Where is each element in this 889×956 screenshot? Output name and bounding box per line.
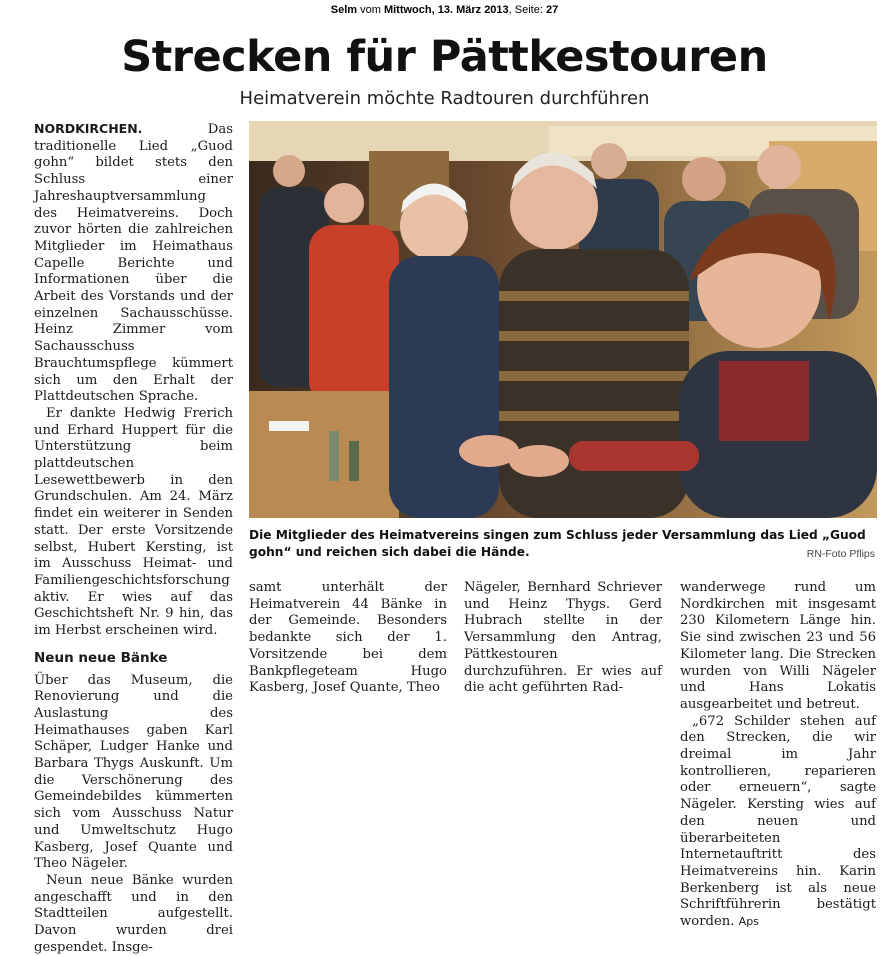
article-column-2 bbox=[249, 580, 447, 697]
source-date: Mittwoch, 13. März 2013 bbox=[383, 4, 509, 16]
source-page-label: , Seite: bbox=[508, 4, 543, 16]
paragraph: Er dankte Hedwig Frerich und Erhard Huppert für die Unterstützung beim plattdeutschen Lesewettbewerb in den Grundschulen. Am 24. März findet ein weiterer in Senden statt. Der erste Vorsitzende selbst, Hubert Kersting, ist im Ausschuss Heimat- und Familiengeschichtsforschung aktiv. Er wies auf das Geschichtsheft Nr. 9 hin, das im Herbst erscheinen wird. bbox=[34, 405, 233, 639]
dateline: NORDKIRCHEN. bbox=[34, 121, 143, 136]
photo-caption: Die Mitglieder des Heimatvereins singen zum Schluss jeder Versammlung das Lied „Guod gohn“ und reichen sich dabei die Hände. bbox=[249, 528, 866, 559]
article-column-1 bbox=[34, 121, 233, 956]
paragraph-text: „672 Schilder stehen auf den Strecken, die wir dreimal im Jahr kontrollieren, reparieren oder erneuern“, sagte Nägeler. Kersting wies auf den neuen und überarbeiteten Internetauftritt des Heimatvereins hin. Karin Berkenberg ist als neue Schriftführerin bestätigt worden. bbox=[680, 713, 876, 930]
paragraph: samt unterhält der Heimatverein 44 Bänke in der Gemeinde. Besonders bedankte sich der 1. Vorsitzende bei dem Bankpflegeteam Hugo Kasberg, Josef Quante, Theo bbox=[249, 580, 447, 696]
subheadline: Heimatverein möchte Radtouren durchführen bbox=[239, 88, 650, 109]
headline: Strecken für Pättkestouren bbox=[121, 32, 768, 82]
paragraph: Über das Museum, die Renovierung und die Auslastung des Heimathauses gaben Karl Schäper, Ludger Hanke und Barbara Thygs Auskunft. Um die Verschönerung des Gemeindebildes kümmerten sich vom Ausschuss Natur und Umweltschutz Hugo Kasberg, Josef Quante und Theo Nägeler. bbox=[34, 672, 233, 872]
source-line bbox=[0, 4, 889, 16]
article-column-3 bbox=[464, 580, 662, 697]
paragraph bbox=[34, 121, 233, 406]
paragraph-text: Das traditionelle Lied „Guod gohn“ bildet stets den Schluss einer Jahreshauptversammlung des Heimatvereins. Doch zuvor hörten die zahlreichen Mitglieder im Heimathaus Capelle Berichte und Informationen über die Arbeit des Vorstands und der einzelnen Sachausschüsse. Heinz Zimmer vom Sachausschuss Brauchtumspflege kümmert sich um den Erhalt der Plattdeutschen Sprache. bbox=[34, 122, 233, 405]
source-vom: vom bbox=[360, 4, 381, 16]
source-page: 27 bbox=[545, 4, 559, 16]
photo-credit: RN-Foto Pflips bbox=[806, 548, 875, 560]
subhead: Neun neue Bänke bbox=[34, 649, 168, 666]
paragraph: Nägeler, Bernhard Schriever und Heinz Thygs. Gerd Hubrach stellte in der Versammlung den Antrag, Pättkestouren durchzuführen. Er wies auf die acht geführten Rad- bbox=[464, 580, 662, 696]
paragraph: wanderwege rund um Nordkirchen mit insgesamt 230 Kilometern Länge hin. Sie sind zwischen 23 und 56 Kilometer lang. Die Strecken wurden von Willi Nägeler und Hans Lokatis ausgearbeitet und betreut. bbox=[680, 580, 876, 712]
author: Aps bbox=[738, 915, 759, 929]
photo-illustration bbox=[249, 121, 877, 518]
paragraph bbox=[680, 714, 876, 931]
source-paper: Selm bbox=[330, 4, 358, 16]
article-column-4 bbox=[680, 580, 876, 931]
article-photo bbox=[249, 121, 877, 518]
paragraph: Neun neue Bänke wurden angeschafft und in den Stadtteilen aufgestellt. Davon wurden drei gespendet. Insge- bbox=[34, 872, 233, 955]
